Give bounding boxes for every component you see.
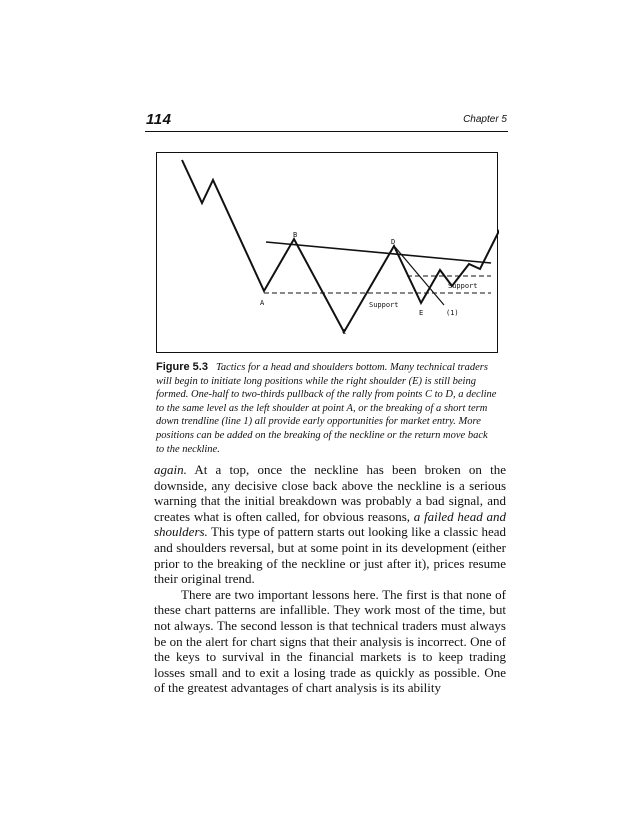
- paragraph-2: There are two important lessons here. The first is that none of these chart patterns are infallible. They work most of the time, but not always. The second lesson is that technical traders must always be on the alert for chart signs that their analysis is incorrect. One of the keys to survival in the financial markets is to keep trading losses small and to exit a losing trade as quickly as possible. One of the greatest advantages of chart analysis is its ability: [154, 586, 506, 696]
- caption-text: Tactics for a head and shoulders bottom. Many technical traders will begin to initiate long positions while the right shoulder (E) is still being formed. One-half to two-thirds pullback of the rally from points C to D, a decline to the same level as the left shoulder at point A, or the breaking of a short term down trendline (line 1) all provide early opportunities for market entry. More positions can be added on the breaking of the neckline or the return move back to the neckline.: [156, 362, 497, 455]
- point-b-label: B: [293, 231, 298, 239]
- paragraph-1-emphasis: a failed head and shoulders.: [154, 508, 506, 540]
- header-rule: [145, 131, 508, 132]
- support-label-upper: Support: [448, 282, 478, 290]
- figure-label: Figure 5.3: [156, 361, 208, 373]
- page-number: 114: [146, 111, 172, 128]
- price-line: [182, 160, 499, 332]
- point-c-label: C: [342, 328, 347, 336]
- head-and-shoulders-chart: [157, 153, 499, 354]
- point-a-label: A: [260, 299, 265, 307]
- chapter-label: Chapter 5: [463, 114, 507, 125]
- body-text: [154, 462, 506, 696]
- trendline-1-label: (1): [446, 309, 459, 317]
- support-label-lower: Support: [369, 301, 399, 309]
- neckline: [266, 242, 491, 263]
- point-e-label: E: [419, 309, 424, 317]
- paragraph-1-lead: again.: [154, 462, 187, 477]
- paragraph-1-part-b: This type of pattern starts out looking like a classic head and shoulders reversal, but at some point in its development (either prior to the breaking of the neckline or just after it), prices resume their original trend.: [154, 524, 506, 587]
- paragraph-1-part-a: At a top, once the neckline has been broken on the downside, any decisive close back above the neckline is a serious warning that the initial breakdown was probably a bad signal, and creates what is often called, for obvious reasons,: [154, 462, 506, 524]
- figure-caption: [156, 361, 498, 456]
- figure-box: [156, 152, 498, 353]
- point-d-label: D: [391, 238, 396, 246]
- paragraph-1: [154, 462, 506, 587]
